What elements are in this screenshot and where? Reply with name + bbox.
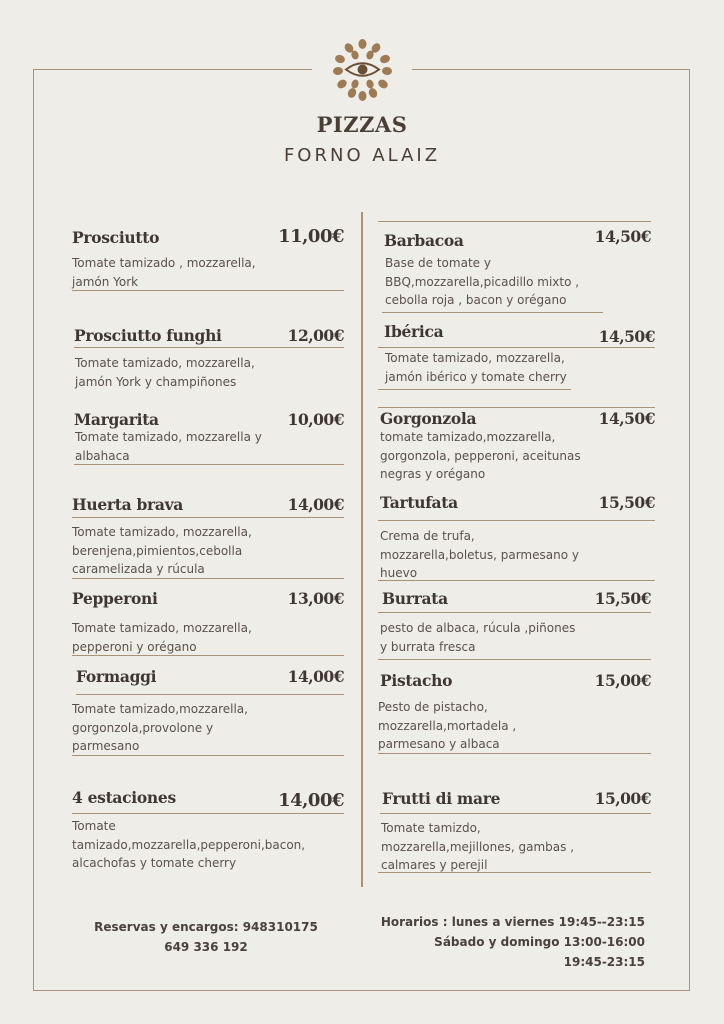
item-rule (378, 389, 571, 390)
item-name: Burrata (382, 589, 448, 608)
item-price: 15,50€ (594, 589, 651, 608)
eye-ornament-icon (331, 38, 394, 101)
item-rule (378, 520, 655, 521)
item-price: 12,00€ (287, 326, 344, 345)
menu-item-frutti-di-mare (382, 789, 651, 873)
item-description: Base de tomate y BBQ,mozzarella,picadillo mixto , cebolla roja , bacon y orégano (385, 256, 580, 307)
page-title: PIZZAS (316, 112, 408, 137)
item-rule (378, 580, 655, 581)
item-name: Frutti di mare (382, 789, 501, 808)
item-price: 11,00€ (278, 226, 344, 247)
item-price: 14,50€ (598, 409, 655, 428)
menu-item-4-estaciones (72, 788, 344, 872)
item-description: Tomate tamizado,mozzarella, gorgonzola,provolone y parmesano (72, 702, 248, 753)
item-name: Barbacoa (384, 231, 464, 250)
item-description: Tomate tamizdo, mozzarella,mejillones, gambas , calmares y perejil (381, 821, 575, 872)
menu-item-prosciutto-funghi (74, 326, 344, 389)
item-rule (378, 612, 651, 613)
item-rule (76, 694, 344, 695)
reservations-info: Reservas y encargos: 948310175 649 336 192 (94, 920, 318, 954)
restaurant-name: FORNO ALAIZ (283, 145, 441, 166)
menu-item-tartufata (380, 493, 655, 581)
item-rule (378, 659, 651, 660)
item-description: Tomate tamizado, mozzarella, jamón York y champiñones (75, 356, 255, 389)
menu-item-barbacoa (384, 221, 651, 311)
item-rule (380, 813, 651, 814)
item-description: Tomate tamizado, mozzarella y albahaca (75, 430, 262, 463)
item-price: 10,00€ (287, 410, 344, 429)
item-price: 15,50€ (598, 493, 655, 512)
item-description: Tomate tamizado , mozzarella, jamón York (72, 256, 256, 289)
item-rule (72, 517, 344, 518)
menu-item-pistacho (380, 671, 651, 757)
menu-item-gorgonzola (380, 407, 655, 481)
menu-item-huerta-brava (72, 495, 344, 577)
item-price: 13,00€ (287, 589, 344, 608)
item-description: Tomate tamizado, mozzarella, berenjena,pimientos,cebolla caramelizada y rúcula (72, 525, 252, 576)
item-price: 14,00€ (278, 790, 344, 811)
item-price: 14,00€ (287, 495, 344, 514)
item-description: Tomate tamizado, mozzarella, pepperoni y orégano (72, 621, 252, 654)
item-name: Tartufata (380, 493, 458, 512)
menu-item-prosciutto (72, 228, 344, 288)
item-price: 14,00€ (287, 667, 344, 686)
item-description: Tomate tamizado,mozzarella,pepperoni,bacon, alcachofas y tomate cherry (72, 819, 306, 870)
opening-hours: Horarios : lunes a viernes 19:45--23:15 Sábado y domingo 13:00-16:00 19:45-23:15 (380, 915, 645, 969)
item-name: Formaggi (76, 667, 157, 686)
item-rule (74, 347, 344, 348)
item-rule (72, 655, 344, 656)
item-description: pesto de albaca, rúcula ,piñones y burrata fresca (380, 621, 576, 654)
item-rule (72, 578, 344, 579)
item-price: 14,50€ (594, 227, 651, 246)
item-price: 14,50€ (598, 327, 655, 346)
item-name: Margarita (74, 410, 159, 429)
column-divider (361, 212, 363, 887)
menu-item-margarita (74, 410, 344, 466)
item-rule (378, 872, 651, 873)
item-rule (378, 753, 651, 754)
item-price: 15,00€ (594, 671, 651, 690)
item-name: Prosciutto (72, 228, 160, 247)
item-name: Pistacho (380, 671, 453, 690)
menu-item-pepperoni (72, 589, 344, 653)
menu-item-iberica (384, 322, 655, 384)
item-rule (378, 407, 655, 408)
item-rule (74, 464, 344, 465)
item-name: Huerta brava (72, 495, 184, 514)
item-rule (378, 347, 655, 348)
item-name: 4 estaciones (72, 788, 176, 807)
item-name: Pepperoni (72, 589, 158, 608)
item-description: tomate tamizado,mozzarella, gorgonzola, pepperoni, aceitunas negras y orégano (380, 430, 581, 481)
menu-item-burrata (380, 589, 651, 654)
item-rule (72, 813, 344, 814)
item-description: Pesto de pistacho, mozzarella,mortadela , parmesano y albaca (378, 700, 517, 751)
menu-item-formaggi (72, 667, 344, 755)
item-description: Crema de trufa, mozzarella,boletus, parmesano y huevo (380, 529, 579, 580)
item-name: Ibérica (384, 322, 444, 341)
item-description: Tomate tamizado, mozzarella, jamón ibérico y tomate cherry (385, 351, 567, 384)
item-price: 15,00€ (594, 789, 651, 808)
item-rule (72, 755, 344, 756)
item-rule (382, 312, 603, 313)
item-name: Prosciutto funghi (74, 326, 222, 345)
item-rule (72, 290, 344, 291)
item-rule (378, 221, 651, 222)
item-name: Gorgonzola (380, 409, 477, 428)
